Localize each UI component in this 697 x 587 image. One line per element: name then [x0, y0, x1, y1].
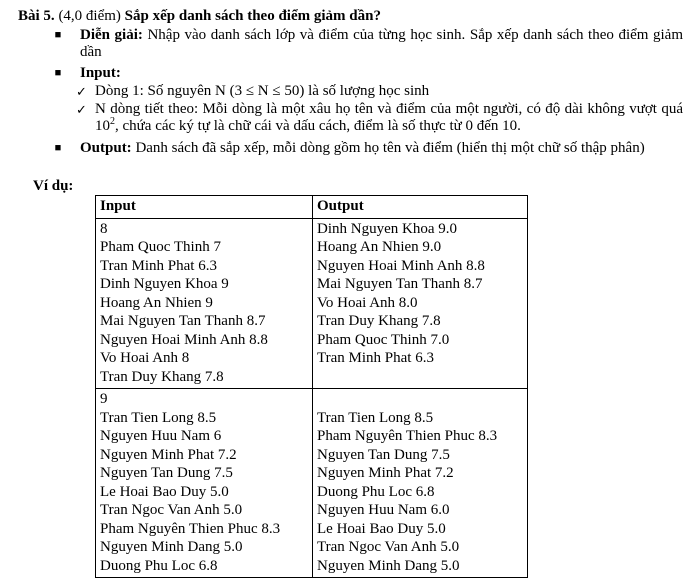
- explain-text: Nhập vào danh sách lớp và điểm của từng học sinh. Sắp xếp danh sách theo điểm giảm dần: [80, 27, 683, 60]
- cell-line: Vo Hoai Anh 8: [100, 350, 190, 366]
- cell-line: Tran Tien Long 8.5: [100, 409, 217, 426]
- explain-label: Diễn giải:: [80, 27, 143, 43]
- output-label: Output:: [80, 140, 132, 156]
- cell-line: 9: [100, 391, 108, 407]
- cell-line: Tran Minh Phat 6.3: [317, 350, 434, 366]
- cell-line: Nguyen Hoai Minh Anh 8.8: [100, 331, 268, 348]
- input-cell: [96, 389, 313, 578]
- cell-line: 8: [100, 220, 108, 237]
- cell-line: Pham Quoc Thinh 7.0: [317, 331, 450, 348]
- superscript: 2: [110, 116, 115, 127]
- cell-line: Hoang An Nhien 9.0: [317, 239, 442, 255]
- problem-heading: Sắp xếp danh sách theo điểm giảm dần?: [124, 8, 381, 24]
- input-item-1: [76, 83, 683, 100]
- cell-line: Tran Ngoc Van Anh 5.0: [317, 539, 460, 555]
- cell-line: Tran Duy Khang 7.8: [317, 313, 441, 329]
- cell-line: Tran Ngoc Van Anh 5.0: [100, 502, 243, 518]
- table-header-row: [96, 196, 528, 219]
- input-item-2: [76, 101, 683, 135]
- problem-title: [18, 7, 381, 25]
- cell-line: Nguyen Huu Nam 6: [100, 428, 222, 444]
- input-item-text: N dòng tiết theo: Mỗi dòng là một xâu họ tên và điểm của một người, có độ dài không vượt quá 10: [95, 101, 683, 134]
- cell-line: Tran Tien Long 8.5: [317, 409, 434, 426]
- output-cell: [313, 218, 528, 389]
- cell-line: Pham Nguyên Thien Phuc 8.3: [317, 428, 498, 444]
- problem-score: (4,0 điểm): [58, 8, 121, 24]
- cell-line: Mai Nguyen Tan Thanh 8.7: [100, 313, 266, 329]
- square-bullet-icon: ■: [54, 67, 62, 79]
- cell-line: Dinh Nguyen Khoa 9: [100, 276, 229, 292]
- example-label: Ví dụ:: [33, 178, 74, 194]
- input-item-text: Dòng 1: Số nguyên N (3 ≤ N ≤ 50) là số lượng học sinh: [95, 83, 430, 99]
- cell-line: Tran Duy Khang 7.8: [100, 368, 224, 385]
- cell-line: Le Hoai Bao Duy 5.0: [100, 483, 229, 500]
- cell-line: Nguyen Minh Dang 5.0: [317, 557, 460, 574]
- example-table: [95, 195, 528, 578]
- cell-line: Nguyen Tan Dung 7.5: [317, 446, 450, 463]
- table-row: [96, 218, 528, 389]
- section-explain: [54, 27, 683, 61]
- square-bullet-icon: ■: [54, 29, 62, 41]
- cell-line: Nguyen Minh Phat 7.2: [317, 465, 454, 481]
- checkmark-icon: ✓: [76, 84, 87, 99]
- input-item-tail: , chứa các ký tự là chữ cái và dấu cách, điểm là số thực từ 0 đến 10.: [115, 118, 521, 134]
- cell-line: Nguyen Huu Nam 6.0: [317, 502, 450, 518]
- cell-line: Dinh Nguyen Khoa 9.0: [317, 220, 457, 237]
- cell-line: Duong Phu Loc 6.8: [100, 557, 218, 574]
- cell-line: Pham Quoc Thinh 7: [100, 239, 221, 255]
- cell-line: Nguyen Minh Phat 7.2: [100, 446, 237, 463]
- cell-line: Pham Nguyên Thien Phuc 8.3: [100, 520, 281, 537]
- cell-line: Duong Phu Loc 6.8: [317, 483, 435, 500]
- cell-line-blank: [317, 390, 523, 409]
- input-cell: [96, 218, 313, 389]
- input-label: Input:: [80, 65, 121, 81]
- cell-line: Vo Hoai Anh 8.0: [317, 294, 418, 311]
- cell-line: Nguyen Tan Dung 7.5: [100, 465, 233, 481]
- checkmark-icon: ✓: [76, 102, 87, 117]
- cell-line: Tran Minh Phat 6.3: [100, 257, 217, 274]
- cell-line: Nguyen Minh Dang 5.0: [100, 539, 243, 555]
- problem-number: Bài 5.: [18, 8, 55, 24]
- cell-line: Mai Nguyen Tan Thanh 8.7: [317, 276, 483, 292]
- square-bullet-icon: ■: [54, 142, 62, 154]
- output-text: Danh sách đã sắp xếp, mỗi dòng gồm họ tên và điểm (hiển thị một chữ số thập phân): [135, 140, 645, 156]
- section-input: [54, 65, 683, 82]
- output-cell: [313, 389, 528, 578]
- header-output: Output: [313, 196, 528, 219]
- header-input: Input: [96, 196, 313, 219]
- cell-line: Le Hoai Bao Duy 5.0: [317, 520, 446, 537]
- section-output: [54, 140, 683, 157]
- table-row: [96, 389, 528, 578]
- cell-line: Nguyen Hoai Minh Anh 8.8: [317, 257, 485, 274]
- cell-line: Hoang An Nhien 9: [100, 294, 213, 311]
